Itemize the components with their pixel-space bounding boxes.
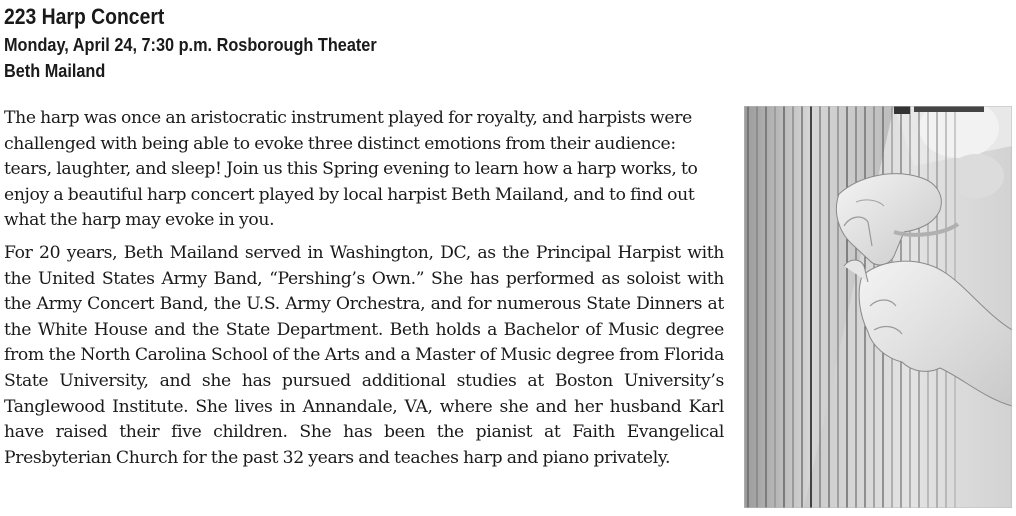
description-paragraph-1: The harp was once an aristocratic instrument played for royalty, and harpists were challenged with being able to evoke three distinct emotions from their audience: tears, laughter, and sleep! Join us this Spring evening to learn how a harp works, to enjoy a beautiful harp concert played by local harpist Beth Mailand, and to find out what the harp may evoke in you. bbox=[4, 108, 698, 231]
harp-photo bbox=[744, 106, 1012, 508]
event-title: 223 Harp Concert bbox=[4, 4, 165, 29]
description-paragraph-2: For 20 years, Beth Mailand served in Washington, DC, as the Principal Harpist with the United States Army Band, “Pershing’s Own.” She has performed as soloist with the Army Concert Band, the U.S. Army Orchestra, and for numerous State Dinners at the White House and the State Department. Beth holds a Bachelor of Music degree from the North Carolina School of the Arts and a Master of Music degree from Florida State University, and she has pursued additional studies at Boston University’s Tanglewood Institute. She lives in Annandale, VA, where she and her husband Karl have raised their five children. She has been the pianist at Faith Evangelical Presbyterian Church for the past 32 years and teaches harp and piano privately. bbox=[4, 242, 724, 468]
event-description bbox=[4, 106, 724, 471]
harp-photo-illustration bbox=[744, 106, 1012, 508]
event-header bbox=[4, 2, 1004, 84]
event-presenter: Beth Mailand bbox=[4, 60, 106, 81]
event-date-venue: Monday, April 24, 7:30 p.m. Rosborough Theater bbox=[4, 34, 377, 55]
